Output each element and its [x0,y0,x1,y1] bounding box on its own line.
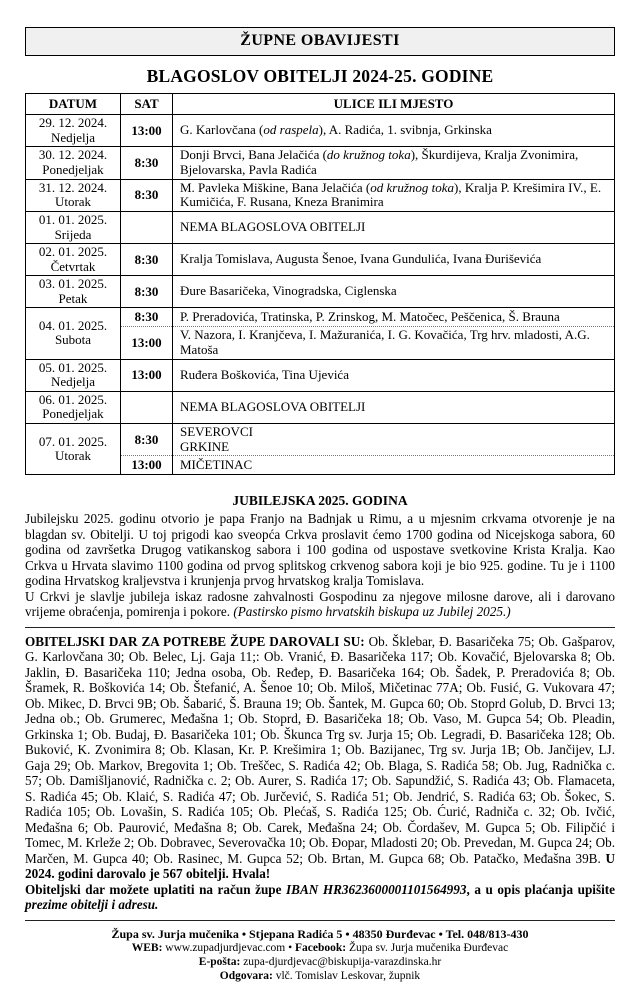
weekday-text: Petak [58,290,88,306]
streets-cell [173,359,615,391]
streets-cell [173,423,615,456]
table-row [26,276,615,308]
page-title: BLAGOSLOV OBITELJI 2024-25. GODINE [146,66,494,86]
text-segment: ), Škurdijeva, Kralja Zvonimira, Bjelovarska, Pavla Radića [180,147,579,177]
table-row [26,115,615,147]
text-segment: Ruđera Boškovića, Tina Ujevića [180,366,349,382]
text-segment: www.zupadjurdjevac.com • [162,942,296,955]
time-cell: 8:30 [121,308,173,327]
table-row [26,147,615,180]
blessing-schedule-table [25,93,615,475]
footer-responsible-line [25,969,615,983]
date-cell [26,179,121,212]
text-segment: Jubilejsku 2025. godinu otvorio je papa Franjo na Badnjak u Rimu, a u mjesnim crkvama otvorenje je na blagdan sv. Obitelji. U toj prigodi kao sveopća Crkva proslavit ćemo 1700 godina od Nicejskoga sabora, 60 godina od završetka Drugog vatikanskog sabora i 100 godina od uspostave svetkovine Krista Kralja. Kao Crkva u Hrvata slavimo 1100 godina od prvog splitskog crkvenog sabora koji je bio 925. godine. Tu je i 1100 godina Hrvatskog kraljevstva i krunjenja prvog hrvatskog kralja Tomislava. [25,511,615,589]
time-cell: 13:00 [121,359,173,391]
table-row [26,308,615,327]
weekday-text: Ponedjeljak [42,161,104,177]
text-segment: P. Preradovića, Tratinska, P. Zrinskog, M. Matočec, Peščenica, Š. Brauna [180,308,560,324]
text-segment: E-pošta: [198,956,241,969]
date-text: 03. 01. 2025. [38,276,108,292]
date-cell [26,115,121,147]
date-text: 02. 01. 2025. [38,244,108,260]
text-segment: (Pastirsko pismo hrvatskih biskupa uz Jubilej 2025.) [233,604,511,620]
date-cell [26,276,121,308]
text-segment: WEB: [131,942,163,955]
date-text: 05. 01. 2025. [38,359,108,375]
table-row [26,212,615,244]
donors-paragraph [25,634,615,882]
text-segment: NEMA BLAGOSLOVA OBITELJI [180,219,366,235]
text-segment: OBITELJSKI DAR ZA POTREBE ŽUPE DAROVALI SU: [25,633,365,649]
streets-cell [173,212,615,244]
footer-web-line [25,941,615,955]
header-box [25,27,615,56]
date-text: 31. 12. 2024. [38,179,108,195]
date-text: 06. 01. 2025. [38,391,108,407]
streets-cell [173,147,615,180]
date-cell [26,244,121,276]
text-segment: Donji Brvci, Bana Jelačića ( [180,147,327,162]
text-segment: GRKINE [180,438,230,454]
time-cell: 8:30 [121,179,173,212]
text-segment: ), A. Radića, 1. svibnja, Grkinska [318,122,492,138]
time-cell: 8:30 [121,147,173,180]
footer-email-line [25,955,615,969]
text-segment: U 2024. godini darovalo je 567 obitelji. Hvala! [25,850,615,882]
table-row [26,391,615,423]
text-segment: IBAN HR3623600001101564993 [286,881,467,897]
jubilee-paragraph-2 [25,589,615,620]
text-segment: prezime obitelji i adresu. [25,897,159,913]
text-segment: SEVEROVCI [180,423,253,439]
date-cell [26,359,121,391]
text-segment: M. Pavleka Miškine, Bana Jelačića ( [180,179,371,195]
text-segment: MIČETINAC [180,456,253,472]
weekday-text: Nedjelja [50,129,96,145]
text-segment: od raspela [263,122,319,138]
text-segment: Obiteljski dar možete uplatiti na račun župe [25,881,287,897]
time-cell: 8:30 [121,244,173,276]
streets-cell [173,179,615,212]
table-header [26,94,615,115]
jubilee-paragraph-1 [25,511,615,589]
text-segment: V. Nazora, I. Kranjčeva, I. Mažuranića, I. G. Kovačića, Trg hrv. mladosti, A.G. Matoša [180,327,590,357]
streets-cell [173,308,615,327]
weekday-text: Nedjelja [50,374,96,390]
date-cell [26,147,121,180]
weekday-text: Srijeda [54,226,92,242]
column-header-ulice: ULICE ILI MJESTO [173,94,615,115]
text-segment: Odgovara: [219,970,273,983]
text-segment: NEMA BLAGOSLOVA OBITELJI [180,398,366,414]
weekday-text: Utorak [54,448,92,464]
time-cell: 13:00 [121,327,173,360]
weekday-text: Ponedjeljak [42,406,104,422]
text-segment: zupa-djurdjevac@biskupija-varazdinska.hr [240,956,442,969]
streets-cell [173,456,615,475]
date-text: 30. 12. 2024. [38,147,108,163]
text-segment: Facebook: [295,942,347,955]
footer-divider [25,920,615,921]
text-segment: od kružnog toka [370,179,455,195]
date-text: 01. 01. 2025. [38,212,108,228]
footer [25,927,615,984]
text-segment: G. Karlovčana ( [180,122,264,138]
text-segment: do kružnog toka [326,147,411,162]
jubilee-heading: JUBILEJSKA 2025. GODINA [232,493,408,509]
text-segment: , a u opis plaćanja upišite [466,881,615,897]
text-segment: Župa sv. Jurja mučenika • Stjepana Radića 5 • 48350 Đurđevac • Tel. 048/813-430 [111,926,529,941]
date-text: 29. 12. 2024. [38,115,108,130]
date-cell [26,391,121,423]
text-segment: ), Kralja P. Krešimira IV., E. Kumičića, F. Rusana, Kneza Branimira [180,179,602,210]
column-header-datum: DATUM [26,94,121,115]
text-segment: Kralja Tomislava, Augusta Šenoe, Ivana Gundulića, Ivana Đuriševića [180,251,542,267]
date-cell [26,212,121,244]
streets-cell [173,391,615,423]
table-row [26,423,615,456]
date-text: 07. 01. 2025. [38,433,108,449]
weekday-text: Subota [54,332,92,348]
streets-cell [173,115,615,147]
text-segment: vlč. Tomislav Leskovar, župnik [272,970,421,983]
text-segment: Župa sv. Jurja mučenika Đurđevac [346,942,509,955]
weekday-text: Utorak [54,194,92,210]
table-row [26,359,615,391]
date-cell [26,423,121,475]
column-header-sat: SAT [121,94,173,115]
streets-cell [173,244,615,276]
table-header-row [26,94,615,115]
donation-payment-paragraph [25,882,615,913]
streets-cell [173,327,615,360]
schedule-table-body [26,115,615,475]
time-cell [121,212,173,244]
time-cell: 13:00 [121,456,173,475]
streets-cell [173,276,615,308]
time-cell [121,391,173,423]
header-title: ŽUPNE OBAVIJESTI [240,32,400,49]
time-cell: 8:30 [121,423,173,456]
text-segment: Ob. Šklebar, Đ. Basaričeka 75; Ob. Gašparov, G. Karlovčana 30; Ob. Belec, Lj. Gaja 11;: Ob. Vranić, Đ. Basaričeka 117; Ob. Kovačić, Bjelovarska 8; Ob. Jaklin, Đ. Basaričeka 110; Jedna osoba, Ob. Ređep, Đ. Basaričeka 164; Ob. Šadek, P. Preradovića 8; Ob. Šramek, R. Boškovića 14; Ob. Štefanić, A. Šenoe 10; Ob. Miloš, Mičetinac 77A; Ob. Fusić, G. Vukovara 47; Ob. Mikec, D. Brvci 9B; Ob. Šabarić, Š. Brauna 19; Ob. Šantek, M. Gupca 60; Ob. Stoprd Golub, D. Brvci 13; Jedna ob.; Ob. Grumerec, Međašna 1; Ob. Stoprd, Đ. Basaričeka 18; Ob. Vaso, M. Gupca 54; Ob. Pleadin, Grkinska 1; Ob. Budaj, Đ. Basaričeka 101; Ob. Škunca Trg sv. Jurja 15; Ob. Legradi, Đ. Basaričeka 128; Ob. Buković, K. Zvonimira 8; Ob. Klasan, Kr. P. Krešimira 1; Ob. Bazijanec, Trg sv. Jurja 1B; Ob. Jančijev, LJ. Gaja 29; Ob. Markov, Bregovita 1; Ob. Treščec, S. Radića 42; Ob. Blaga, S. Radića 58; Ob. Jug, Radnička c. 57; Ob. Damišljanović, Radnička c. 2; Ob. Aurer, S. Radića 17; Ob. Sapundžić, S. Radića 43; Ob. Flamaceta, S. Radića 45; Ob. Klaić, S. Radića 47; Ob. Jurčević, S. Radića 51; Ob. Jendrić, S. Radića 63; Ob. Šokec, S. Radića 105; Ob. Lovašin, S. Radića 105; Ob. Plećaš, S. Radića 125; Ob. Ćurić, Radniča c. 32; Ob. Ivčić, Međašna 6; Ob. Paurović, Međašna 8; Ob. Carek, Međašna 24; Ob. Čordašev, M. Gupca 5; Ob. Filipčić i Tomec, M. Krleže 2; Ob. Dobravec, Severovačka 10; Ob. Đopar, Mladosti 20; Ob. Prevedan, M. Gupca 24; Ob. Marčen, M. Gupca 40; Ob. Rasinec, M. Gupca 52; Ob. Brtan, M. Gupca 68; Ob. Patačko, Međašna 39B. [25,633,616,866]
text-segment: Đure Basaričeka, Vinogradska, Ciglenska [180,283,397,299]
table-row [26,244,615,276]
section-divider [25,627,615,628]
weekday-text: Četvrtak [50,258,96,274]
footer-parish-line [25,927,615,941]
table-row [26,179,615,212]
time-cell: 8:30 [121,276,173,308]
text-segment: U Crkvi je slavlje jubileja iskaz radosne zahvalnosti Gospodinu za njegove milosne darove, ali i darovano vrijeme obraćenja, pomirenja i pokore. [25,588,615,620]
time-cell: 13:00 [121,115,173,147]
date-text: 04. 01. 2025. [38,317,108,333]
date-cell [26,308,121,360]
